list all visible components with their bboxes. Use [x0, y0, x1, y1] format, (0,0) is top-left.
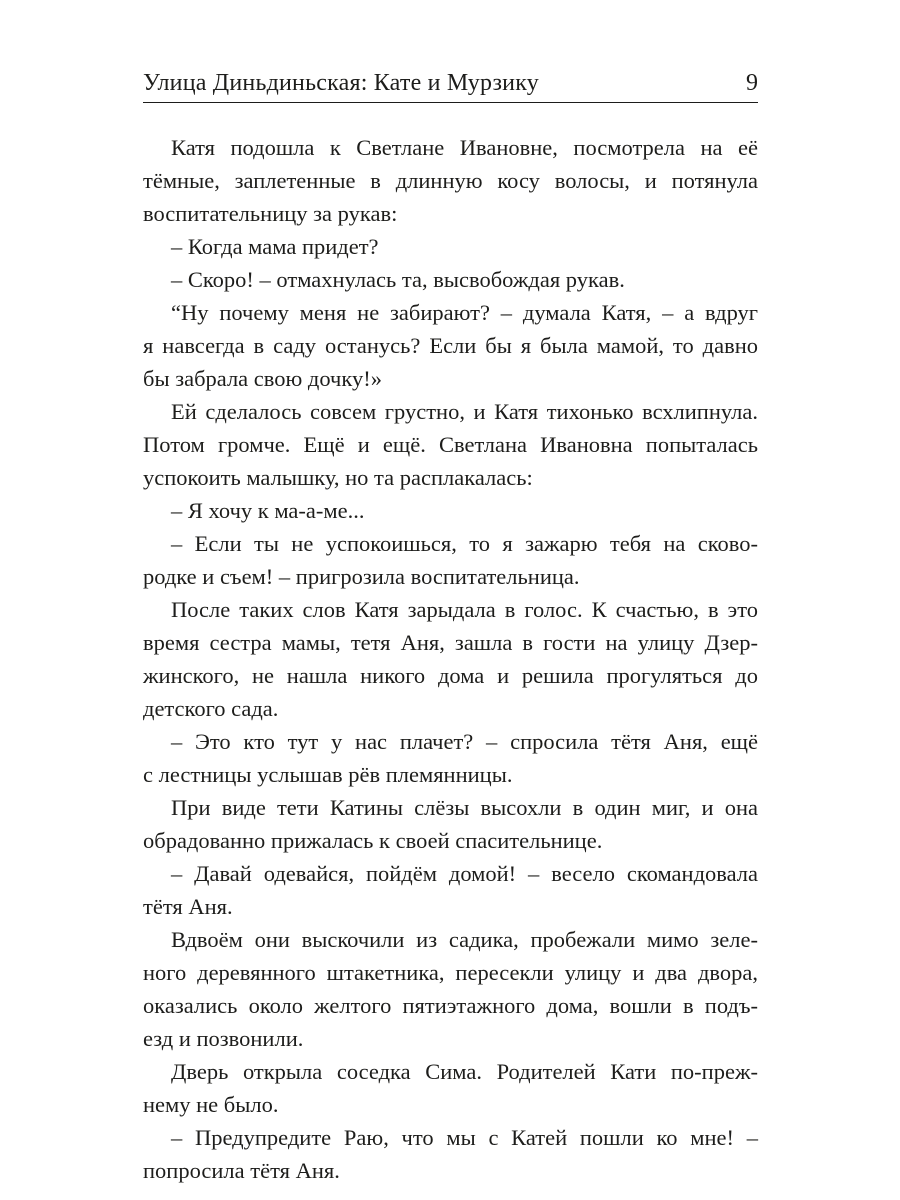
- text-line: тёмные, заплетенные в длинную косу волосы, и потянула: [143, 168, 758, 193]
- text-line: я навсегда в саду останусь? Если бы я была мамой, то давно: [143, 333, 758, 358]
- text-line: Потом громче. Ещё и ещё. Светлана Ивановна попыталась: [143, 432, 758, 457]
- body-text: [143, 131, 758, 1187]
- running-title: Улица Диньдиньская: Кате и Мурзику: [143, 70, 539, 96]
- running-header: [143, 66, 758, 103]
- text-line: оказались около желтого пятиэтажного дома, вошли в подъ-: [143, 993, 758, 1018]
- text-line: Дверь открыла соседка Сима. Родителей Кати по-преж-: [171, 1059, 758, 1084]
- text-line: детского сада.: [143, 696, 279, 721]
- text-line: Ей сделалось совсем грустно, и Катя тихонько всхлипнула.: [171, 399, 758, 424]
- text-line: – Если ты не успокоишься, то я зажарю тебя на сково-: [171, 531, 758, 556]
- text-line: ного деревянного штакетника, пересекли улицу и два двора,: [143, 960, 758, 985]
- text-line: “Ну почему меня не забирают? – думала Катя, – а вдруг: [171, 300, 758, 325]
- text-line: – Это кто тут у нас плачет? – спросила тётя Аня, ещё: [171, 729, 758, 754]
- text-line: – Предупредите Раю, что мы с Катей пошли ко мне! –: [171, 1125, 758, 1150]
- text-line: – Скоро! – отмахнулась та, высвобождая рукав.: [171, 267, 625, 292]
- text-line: обрадованно прижалась к своей спасительнице.: [143, 828, 603, 853]
- text-line: с лестницы услышав рёв племянницы.: [143, 762, 513, 787]
- text-line: жинского, не нашла никого дома и решила прогуляться до: [143, 663, 758, 688]
- text-line: – Когда мама придет?: [171, 234, 379, 259]
- text-line: время сестра мамы, тетя Аня, зашла в гости на улицу Дзер-: [143, 630, 758, 655]
- text-line: бы забрала свою дочку!»: [143, 366, 382, 391]
- text-line: – Давай одевайся, пойдём домой! – весело скомандовала: [171, 861, 758, 886]
- text-line: воспитательницу за рукав:: [143, 201, 398, 226]
- text-line: Катя подошла к Светлане Ивановне, посмотрела на её: [171, 135, 758, 160]
- page-number: 9: [746, 70, 758, 96]
- text-line: После таких слов Катя зарыдала в голос. К счастью, в это: [171, 597, 758, 622]
- text-line: езд и позвонили.: [143, 1026, 304, 1051]
- text-line: При виде тети Катины слёзы высохли в один миг, и она: [171, 795, 758, 820]
- text-line: – Я хочу к ма-а-ме...: [171, 498, 365, 523]
- text-line: Вдвоём они выскочили из садика, пробежали мимо зеле-: [171, 927, 758, 952]
- text-line: попросила тётя Аня.: [143, 1158, 340, 1183]
- text-line: успокоить малышку, но та расплакалась:: [143, 465, 533, 490]
- text-line: тётя Аня.: [143, 894, 233, 919]
- text-line: родке и съем! – пригрозила воспитательница.: [143, 564, 580, 589]
- text-line: нему не было.: [143, 1092, 279, 1117]
